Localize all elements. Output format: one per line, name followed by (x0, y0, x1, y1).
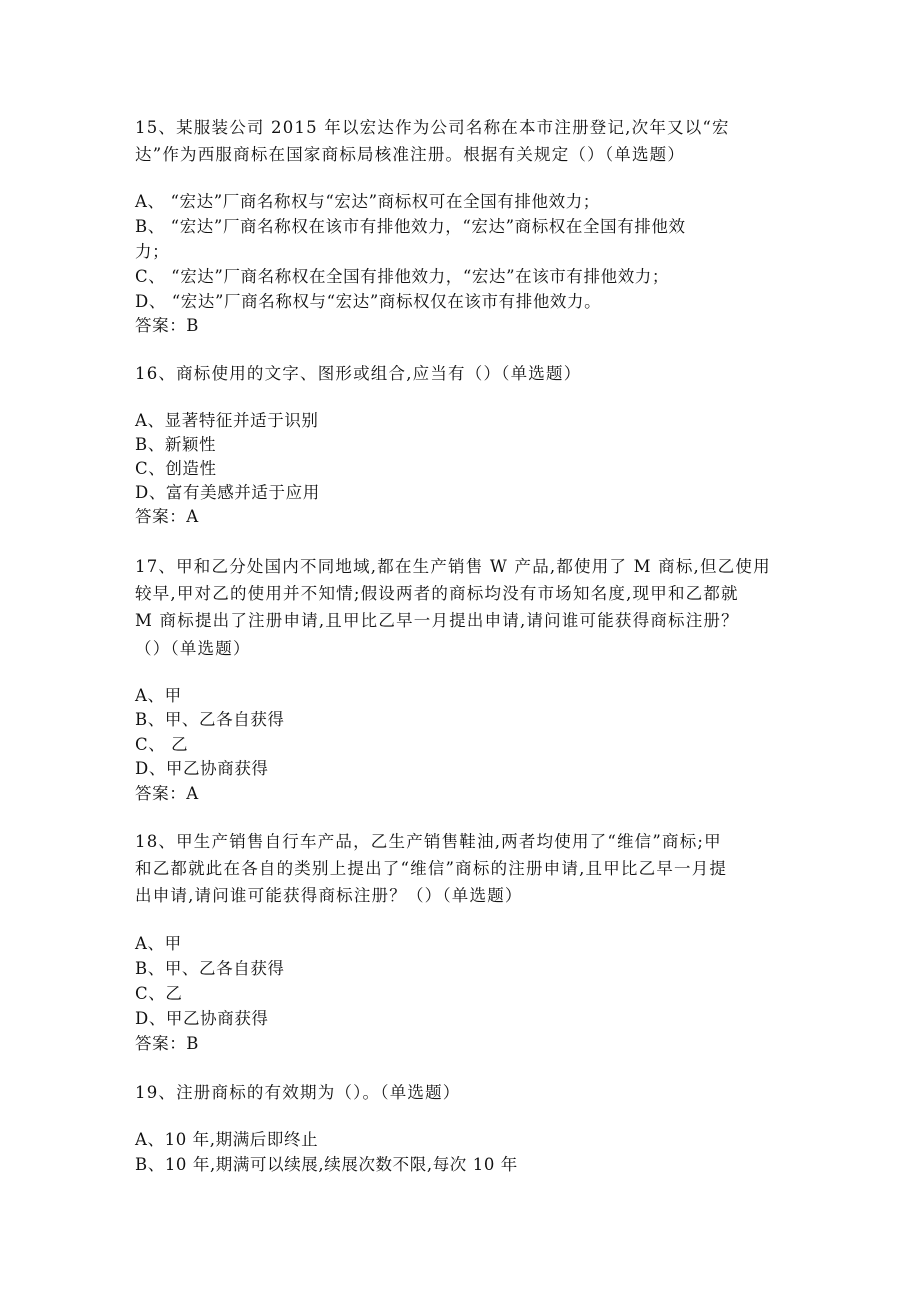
question-text: （）（单选题） (135, 639, 251, 658)
option-b: B、新颖性 (135, 435, 217, 454)
option-d: D、甲乙协商获得 (135, 1009, 269, 1028)
question-text: 17、甲和乙分处国内不同地域,都在生产销售 W 产品,都使用了 M 商标,但乙使用 (135, 557, 771, 576)
option-c: C、创造性 (135, 459, 217, 478)
question-text: 较早,甲对乙的使用并不知情;假设两者的商标均没有市场知名度,现甲和乙都就 (135, 584, 739, 603)
answer: 答案：B (135, 316, 200, 335)
option-a: A、10 年,期满后即终止 (135, 1130, 319, 1149)
answer: 答案：B (135, 1034, 200, 1053)
question-text: 和乙都就此在各自的类别上提出了“维信”商标的注册申请,且甲比乙早一月提 (135, 859, 728, 878)
option-a: A、甲 (135, 686, 182, 705)
question-text: M 商标提出了注册申请,且甲比乙早一月提出申请,请问谁可能获得商标注册？ (135, 611, 739, 630)
question-text: 16、商标使用的文字、图形或组合,应当有（）（单选题） (135, 364, 582, 383)
answer: 答案：A (135, 784, 199, 803)
question-text: 出申请,请问谁可能获得商标注册？（）（单选题） (135, 886, 523, 905)
option-d: D、富有美感并适于应用 (135, 483, 320, 502)
option-d: D、 “宏达”厂商名称权与“宏达”商标权仅在该市有排他效力。 (135, 292, 602, 311)
option-b: B、甲、乙各自获得 (135, 959, 285, 978)
option-d: D、甲乙协商获得 (135, 759, 269, 778)
option-b: B、 “宏达”厂商名称权在该市有排他效力，“宏达”商标权在全国有排他效 (135, 217, 686, 236)
option-c: C、乙 (135, 984, 183, 1003)
question-text: 18、甲生产销售自行车产品，乙生产销售鞋油,两者均使用了“维信”商标;甲 (135, 832, 722, 851)
question-text: 达”作为西服商标在国家商标局核准注册。根据有关规定（）（单选题） (135, 145, 686, 164)
option-a: A、显著特征并适于识别 (135, 411, 319, 430)
option-a: A、 “宏达”厂商名称权与“宏达”商标权可在全国有排他效力； (135, 192, 600, 211)
option-c: C、 乙 (135, 735, 189, 754)
option-b: B、甲、乙各自获得 (135, 710, 285, 729)
answer: 答案：A (135, 507, 199, 526)
question-text: 15、某服装公司 2015 年以宏达作为公司名称在本市注册登记,次年又以“宏 (135, 118, 730, 137)
option-a: A、甲 (135, 934, 182, 953)
option-b-continued: 力； (135, 242, 170, 261)
question-text: 19、注册商标的有效期为（）。（单选题） (135, 1083, 461, 1102)
option-b: B、10 年,期满可以续展,续展次数不限,每次 10 年 (135, 1155, 518, 1174)
option-c: C、 “宏达”厂商名称权在全国有排他效力，“宏达”在该市有排他效力； (135, 267, 670, 286)
